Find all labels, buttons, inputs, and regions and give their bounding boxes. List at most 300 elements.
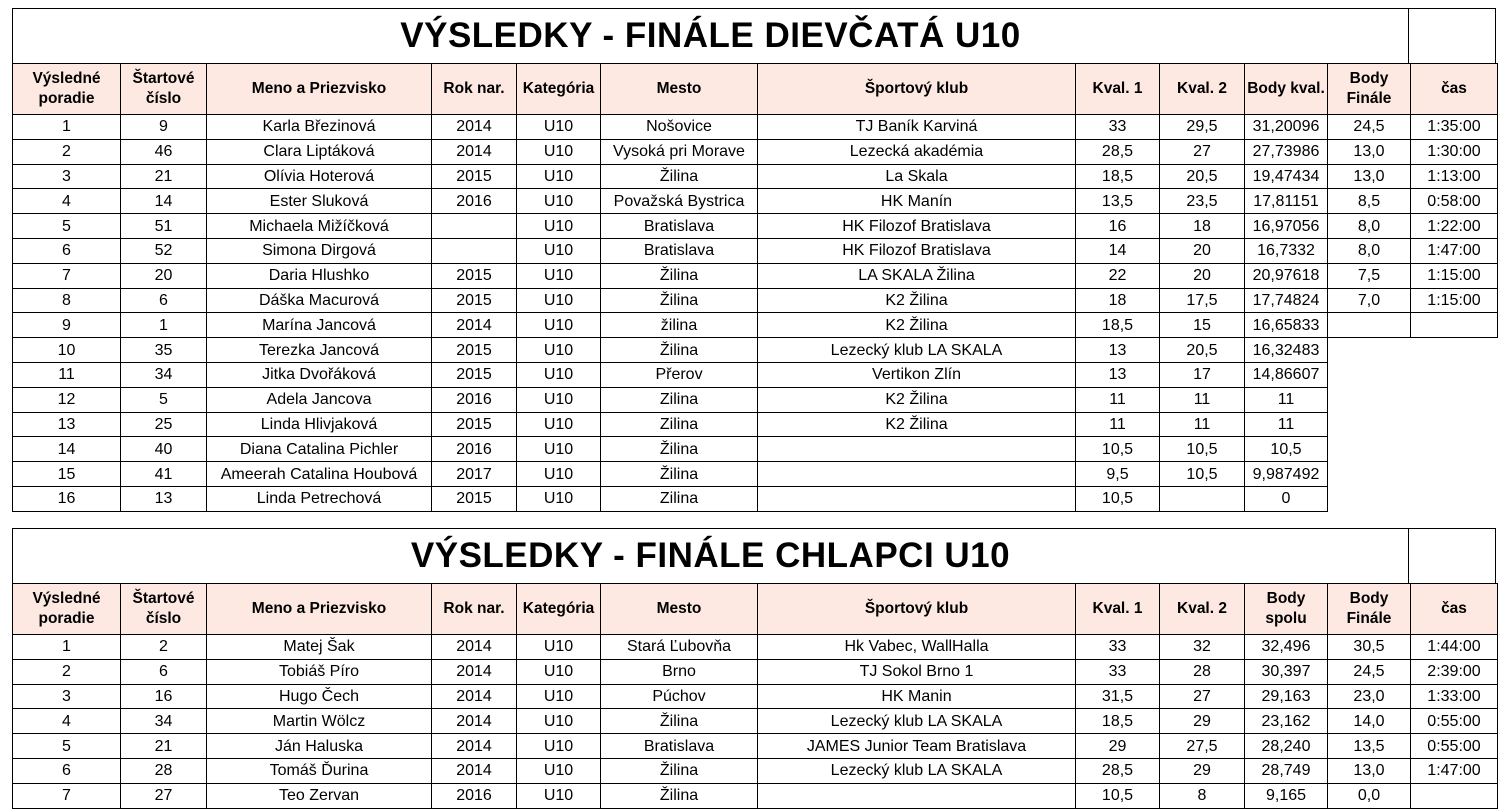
empty-cell xyxy=(1411,437,1498,462)
table-cell: 2014 xyxy=(432,684,517,709)
table-cell: 34 xyxy=(121,709,207,734)
table-cell: 23,162 xyxy=(1245,709,1328,734)
table-cell: Dáška Macurová xyxy=(207,288,432,313)
table-cell: U10 xyxy=(517,734,601,759)
empty-cell xyxy=(1328,462,1411,487)
table-cell: 14,0 xyxy=(1328,709,1411,734)
empty-cell xyxy=(1411,412,1498,437)
table-cell: 32,496 xyxy=(1245,635,1328,660)
table-cell: 10,5 xyxy=(1160,437,1245,462)
table-cell: 2014 xyxy=(432,659,517,684)
girls-header-cell: Štartové číslo xyxy=(121,64,207,115)
table-cell: 41 xyxy=(121,462,207,487)
girls-header-cell: Športový klub xyxy=(758,64,1076,115)
table-cell: 10,5 xyxy=(1076,783,1160,808)
empty-cell xyxy=(1328,437,1411,462)
table-row xyxy=(13,387,1498,412)
table-cell: 9,5 xyxy=(1076,462,1160,487)
table-row xyxy=(13,486,1498,511)
table-cell: Přerov xyxy=(601,362,758,387)
table-row xyxy=(13,437,1498,462)
table-cell: 7,5 xyxy=(1328,263,1411,288)
table-cell: 6 xyxy=(13,238,121,263)
table-cell: 27 xyxy=(1160,684,1245,709)
table-cell: 6 xyxy=(13,758,121,783)
table-cell: 40 xyxy=(121,437,207,462)
table-cell: Clara Liptáková xyxy=(207,139,432,164)
table-cell: 2014 xyxy=(432,139,517,164)
girls-table-body xyxy=(13,115,1498,512)
table-cell: 6 xyxy=(121,659,207,684)
table-cell: 10,5 xyxy=(1076,486,1160,511)
table-cell: LA SKALA Žilina xyxy=(758,263,1076,288)
table-cell: 7 xyxy=(13,263,121,288)
table-cell: 2014 xyxy=(432,115,517,140)
table-cell xyxy=(758,462,1076,487)
table-cell: 2016 xyxy=(432,783,517,808)
table-cell: 9,165 xyxy=(1245,783,1328,808)
table-row xyxy=(13,362,1498,387)
boys-header-cell: Rok nar. xyxy=(432,584,517,635)
table-row xyxy=(13,139,1498,164)
table-cell: 9 xyxy=(121,115,207,140)
girls-header-cell: Rok nar. xyxy=(432,64,517,115)
girls-title-side-cell xyxy=(1409,8,1496,63)
table-cell: 18 xyxy=(1160,214,1245,239)
table-cell xyxy=(1411,783,1498,808)
table-cell: 13,0 xyxy=(1328,758,1411,783)
table-cell: 10,5 xyxy=(1245,437,1328,462)
table-cell: 20 xyxy=(1160,238,1245,263)
table-cell: 14 xyxy=(13,437,121,462)
girls-header-row xyxy=(13,64,1498,115)
table-cell: 33 xyxy=(1076,115,1160,140)
empty-cell xyxy=(1411,387,1498,412)
table-cell: 10,5 xyxy=(1160,462,1245,487)
table-cell: K2 Žilina xyxy=(758,313,1076,338)
table-cell: 2014 xyxy=(432,709,517,734)
table-cell: K2 Žilina xyxy=(758,288,1076,313)
table-cell: 28,749 xyxy=(1245,758,1328,783)
table-cell: Bratislava xyxy=(601,214,758,239)
table-cell: K2 Žilina xyxy=(758,412,1076,437)
table-cell: Brno xyxy=(601,659,758,684)
table-row xyxy=(13,709,1498,734)
table-cell: 2015 xyxy=(432,362,517,387)
table-cell: 2:39:00 xyxy=(1411,659,1498,684)
table-cell: 16 xyxy=(121,684,207,709)
table-cell: Diana Catalina Pichler xyxy=(207,437,432,462)
table-cell: U10 xyxy=(517,313,601,338)
girls-results-table xyxy=(12,63,1498,512)
table-cell: Ameerah Catalina Houbová xyxy=(207,462,432,487)
table-cell: 11 xyxy=(1160,412,1245,437)
girls-header-cell: Body kval. xyxy=(1245,64,1328,115)
girls-title-row xyxy=(12,8,1498,63)
table-cell: 29 xyxy=(1160,758,1245,783)
girls-header-cell: Kategória xyxy=(517,64,601,115)
table-cell: HK Manín xyxy=(758,189,1076,214)
table-cell: 13 xyxy=(1076,338,1160,363)
table-cell: 1:47:00 xyxy=(1411,238,1498,263)
table-cell: 0:58:00 xyxy=(1411,189,1498,214)
boys-title: VÝSLEDKY - FINÁLE CHLAPCI U10 xyxy=(12,528,1409,583)
table-cell: 13,5 xyxy=(1076,189,1160,214)
table-cell: U10 xyxy=(517,758,601,783)
table-row xyxy=(13,263,1498,288)
table-cell: 5 xyxy=(13,734,121,759)
table-cell: U10 xyxy=(517,783,601,808)
table-row xyxy=(13,288,1498,313)
table-cell: 23,0 xyxy=(1328,684,1411,709)
table-cell: 17,81151 xyxy=(1245,189,1328,214)
table-cell: Žilina xyxy=(601,758,758,783)
table-cell: TJ Baník Karviná xyxy=(758,115,1076,140)
table-cell: 1:22:00 xyxy=(1411,214,1498,239)
table-cell: U10 xyxy=(517,288,601,313)
table-cell: 28,240 xyxy=(1245,734,1328,759)
table-cell: U10 xyxy=(517,115,601,140)
table-cell: 31,20096 xyxy=(1245,115,1328,140)
table-cell: 17,74824 xyxy=(1245,288,1328,313)
table-cell: U10 xyxy=(517,139,601,164)
table-cell: Daria Hlushko xyxy=(207,263,432,288)
table-cell: 31,5 xyxy=(1076,684,1160,709)
table-cell: Lezecký klub LA SKALA xyxy=(758,758,1076,783)
table-cell: 14 xyxy=(121,189,207,214)
table-cell: 19,47434 xyxy=(1245,164,1328,189)
boys-header-cell: Kval. 2 xyxy=(1160,584,1245,635)
table-row xyxy=(13,734,1498,759)
table-cell: 11 xyxy=(1076,412,1160,437)
table-cell: 2014 xyxy=(432,734,517,759)
table-cell: 1 xyxy=(13,115,121,140)
table-row xyxy=(13,635,1498,660)
table-cell: 28,5 xyxy=(1076,139,1160,164)
table-cell: 2016 xyxy=(432,189,517,214)
table-cell xyxy=(432,214,517,239)
table-cell: Adela Jancova xyxy=(207,387,432,412)
table-cell: Stará Ľubovňa xyxy=(601,635,758,660)
boys-header-cell: čas xyxy=(1411,584,1498,635)
table-row xyxy=(13,214,1498,239)
table-cell: 2015 xyxy=(432,288,517,313)
table-cell: 8 xyxy=(13,288,121,313)
table-cell: La Skala xyxy=(758,164,1076,189)
table-cell: U10 xyxy=(517,486,601,511)
table-cell: 8,0 xyxy=(1328,238,1411,263)
boys-header-cell: Kval. 1 xyxy=(1076,584,1160,635)
table-cell: Linda Petrechová xyxy=(207,486,432,511)
table-cell: 20 xyxy=(1160,263,1245,288)
table-cell: 13 xyxy=(121,486,207,511)
table-cell: U10 xyxy=(517,387,601,412)
table-cell: 30,5 xyxy=(1328,635,1411,660)
boys-header-cell: Body Finále xyxy=(1328,584,1411,635)
table-cell: 20,5 xyxy=(1160,164,1245,189)
girls-header-cell: čas xyxy=(1411,64,1498,115)
table-row xyxy=(13,115,1498,140)
table-cell: 24,5 xyxy=(1328,115,1411,140)
table-cell: Nošovice xyxy=(601,115,758,140)
table-cell: 7,0 xyxy=(1328,288,1411,313)
table-cell: Olívia Hoterová xyxy=(207,164,432,189)
table-cell: U10 xyxy=(517,164,601,189)
girls-header-cell: Mesto xyxy=(601,64,758,115)
table-cell: 28,5 xyxy=(1076,758,1160,783)
table-cell: 2015 xyxy=(432,263,517,288)
table-cell: žilina xyxy=(601,313,758,338)
table-row xyxy=(13,783,1498,808)
table-cell: Púchov xyxy=(601,684,758,709)
table-cell: 16,97056 xyxy=(1245,214,1328,239)
table-cell: Matej Šak xyxy=(207,635,432,660)
table-cell: Vysoká pri Morave xyxy=(601,139,758,164)
table-cell xyxy=(758,783,1076,808)
table-cell: 5 xyxy=(121,387,207,412)
table-cell: Bratislava xyxy=(601,734,758,759)
table-cell: 13 xyxy=(13,412,121,437)
table-cell: Považská Bystrica xyxy=(601,189,758,214)
table-cell xyxy=(758,437,1076,462)
table-cell: 8,5 xyxy=(1328,189,1411,214)
table-cell: Žilina xyxy=(601,164,758,189)
table-cell: 17,5 xyxy=(1160,288,1245,313)
table-cell: 1:13:00 xyxy=(1411,164,1498,189)
table-cell: Ester Sluková xyxy=(207,189,432,214)
table-cell: U10 xyxy=(517,709,601,734)
empty-cell xyxy=(1328,486,1411,511)
empty-cell xyxy=(1411,486,1498,511)
table-cell xyxy=(758,486,1076,511)
table-cell: 2014 xyxy=(432,758,517,783)
table-cell: 18,5 xyxy=(1076,164,1160,189)
table-cell: 5 xyxy=(13,214,121,239)
table-cell: 2015 xyxy=(432,338,517,363)
table-cell: 1:15:00 xyxy=(1411,288,1498,313)
table-cell: 11 xyxy=(1160,387,1245,412)
table-cell: Zilina xyxy=(601,486,758,511)
girls-header-cell: Kval. 2 xyxy=(1160,64,1245,115)
table-cell xyxy=(1328,313,1411,338)
table-cell: Linda Hlivjaková xyxy=(207,412,432,437)
boys-title-row xyxy=(12,528,1498,583)
table-cell: 1 xyxy=(121,313,207,338)
empty-cell xyxy=(1328,387,1411,412)
table-cell: Marína Jancová xyxy=(207,313,432,338)
table-cell: 23,5 xyxy=(1160,189,1245,214)
table-cell: 14 xyxy=(1076,238,1160,263)
boys-results-section xyxy=(12,528,1498,809)
table-row xyxy=(13,338,1498,363)
table-cell: 2015 xyxy=(432,412,517,437)
table-cell: K2 Žilina xyxy=(758,387,1076,412)
table-cell: U10 xyxy=(517,263,601,288)
table-cell xyxy=(432,238,517,263)
table-cell: 2016 xyxy=(432,437,517,462)
table-cell: 9,987492 xyxy=(1245,462,1328,487)
table-cell: 52 xyxy=(121,238,207,263)
table-cell: 27 xyxy=(121,783,207,808)
table-cell: 1:30:00 xyxy=(1411,139,1498,164)
table-cell: 29 xyxy=(1160,709,1245,734)
table-cell: Žilina xyxy=(601,709,758,734)
table-cell: 1:33:00 xyxy=(1411,684,1498,709)
table-cell: 2 xyxy=(13,139,121,164)
table-cell: Lezecká akadémia xyxy=(758,139,1076,164)
table-cell: 21 xyxy=(121,164,207,189)
table-cell xyxy=(1411,313,1498,338)
table-cell: 8 xyxy=(1160,783,1245,808)
table-cell: U10 xyxy=(517,635,601,660)
table-row xyxy=(13,164,1498,189)
table-cell: 15 xyxy=(13,462,121,487)
table-cell: 20,97618 xyxy=(1245,263,1328,288)
table-cell: Žilina xyxy=(601,783,758,808)
table-cell: 15 xyxy=(1160,313,1245,338)
table-cell: 11 xyxy=(1076,387,1160,412)
table-cell: 4 xyxy=(13,189,121,214)
boys-header-row xyxy=(13,584,1498,635)
table-cell: 8,0 xyxy=(1328,214,1411,239)
table-cell: Bratislava xyxy=(601,238,758,263)
table-cell: 33 xyxy=(1076,659,1160,684)
empty-cell xyxy=(1411,338,1498,363)
table-cell: 13 xyxy=(1076,362,1160,387)
boys-header-cell: Štartové číslo xyxy=(121,584,207,635)
table-cell: 27,73986 xyxy=(1245,139,1328,164)
table-cell: Lezecký klub LA SKALA xyxy=(758,709,1076,734)
table-cell: 13,0 xyxy=(1328,164,1411,189)
boys-header-cell: Kategória xyxy=(517,584,601,635)
girls-title: VÝSLEDKY - FINÁLE DIEVČATÁ U10 xyxy=(12,8,1409,63)
table-cell: 32 xyxy=(1160,635,1245,660)
table-cell: 12 xyxy=(13,387,121,412)
table-cell: 14,86607 xyxy=(1245,362,1328,387)
table-cell: 18,5 xyxy=(1076,313,1160,338)
table-cell: HK Filozof Bratislava xyxy=(758,214,1076,239)
table-cell: TJ Sokol Brno 1 xyxy=(758,659,1076,684)
table-cell: 2014 xyxy=(432,635,517,660)
table-cell: 7 xyxy=(13,783,121,808)
table-cell: 20 xyxy=(121,263,207,288)
table-cell: 0,0 xyxy=(1328,783,1411,808)
table-cell: 9 xyxy=(13,313,121,338)
table-cell: 16 xyxy=(1076,214,1160,239)
table-cell: 1:44:00 xyxy=(1411,635,1498,660)
table-row xyxy=(13,758,1498,783)
table-row xyxy=(13,238,1498,263)
table-cell: 28 xyxy=(1160,659,1245,684)
table-cell: Lezecký klub LA SKALA xyxy=(758,338,1076,363)
table-cell: 18,5 xyxy=(1076,709,1160,734)
table-cell: 13,5 xyxy=(1328,734,1411,759)
boys-header-cell: Športový klub xyxy=(758,584,1076,635)
table-cell: Vertikon Zlín xyxy=(758,362,1076,387)
table-cell: 2016 xyxy=(432,387,517,412)
table-cell: 29 xyxy=(1076,734,1160,759)
table-cell: 6 xyxy=(121,288,207,313)
table-cell: 0:55:00 xyxy=(1411,734,1498,759)
table-cell xyxy=(1160,486,1245,511)
boys-header-cell: Body spolu xyxy=(1245,584,1328,635)
table-cell: 29,163 xyxy=(1245,684,1328,709)
table-cell: 16,65833 xyxy=(1245,313,1328,338)
boys-header-cell: Mesto xyxy=(601,584,758,635)
girls-header-cell: Výsledné poradie xyxy=(13,64,121,115)
table-cell: 2015 xyxy=(432,486,517,511)
table-cell: 51 xyxy=(121,214,207,239)
table-cell: 1 xyxy=(13,635,121,660)
table-cell: Michaela Mižíčková xyxy=(207,214,432,239)
table-cell: 2 xyxy=(13,659,121,684)
table-cell: 34 xyxy=(121,362,207,387)
table-cell: 20,5 xyxy=(1160,338,1245,363)
girls-header-cell: Body Finále xyxy=(1328,64,1411,115)
table-cell: 1:47:00 xyxy=(1411,758,1498,783)
table-cell: Zilina xyxy=(601,387,758,412)
table-cell: Simona Dirgová xyxy=(207,238,432,263)
empty-cell xyxy=(1328,362,1411,387)
table-cell: 35 xyxy=(121,338,207,363)
table-cell: 25 xyxy=(121,412,207,437)
table-cell: 3 xyxy=(13,164,121,189)
table-cell: 3 xyxy=(13,684,121,709)
boys-title-side-cell xyxy=(1409,528,1496,583)
table-cell: Zilina xyxy=(601,412,758,437)
table-cell: 11 xyxy=(13,362,121,387)
table-cell: 11 xyxy=(1245,412,1328,437)
empty-cell xyxy=(1328,338,1411,363)
table-cell: Martin Wölcz xyxy=(207,709,432,734)
table-cell: 17 xyxy=(1160,362,1245,387)
empty-cell xyxy=(1328,412,1411,437)
boys-header-cell: Výsledné poradie xyxy=(13,584,121,635)
table-cell: 27,5 xyxy=(1160,734,1245,759)
table-cell: U10 xyxy=(517,189,601,214)
table-cell: Hk Vabec, WallHalla xyxy=(758,635,1076,660)
table-cell: 22 xyxy=(1076,263,1160,288)
table-row xyxy=(13,659,1498,684)
table-cell: Jitka Dvořáková xyxy=(207,362,432,387)
table-cell: Žilina xyxy=(601,288,758,313)
table-cell: 0 xyxy=(1245,486,1328,511)
girls-header-cell: Kval. 1 xyxy=(1076,64,1160,115)
girls-header-cell: Meno a Priezvisko xyxy=(207,64,432,115)
table-cell: 10 xyxy=(13,338,121,363)
table-cell: U10 xyxy=(517,214,601,239)
table-cell: 46 xyxy=(121,139,207,164)
table-cell: 27 xyxy=(1160,139,1245,164)
empty-cell xyxy=(1411,362,1498,387)
table-cell: Teo Zervan xyxy=(207,783,432,808)
table-cell: Žilina xyxy=(601,263,758,288)
table-cell: JAMES Junior Team Bratislava xyxy=(758,734,1076,759)
table-cell: 1:15:00 xyxy=(1411,263,1498,288)
table-cell: Hugo Čech xyxy=(207,684,432,709)
table-cell: 2017 xyxy=(432,462,517,487)
table-cell: 21 xyxy=(121,734,207,759)
table-cell: Žilina xyxy=(601,338,758,363)
table-cell: U10 xyxy=(517,338,601,363)
empty-cell xyxy=(1411,462,1498,487)
table-cell: 0:55:00 xyxy=(1411,709,1498,734)
table-cell: Tomáš Ďurina xyxy=(207,758,432,783)
table-cell: Tobiáš Píro xyxy=(207,659,432,684)
table-cell: 1:35:00 xyxy=(1411,115,1498,140)
table-cell: 18 xyxy=(1076,288,1160,313)
table-cell: U10 xyxy=(517,362,601,387)
